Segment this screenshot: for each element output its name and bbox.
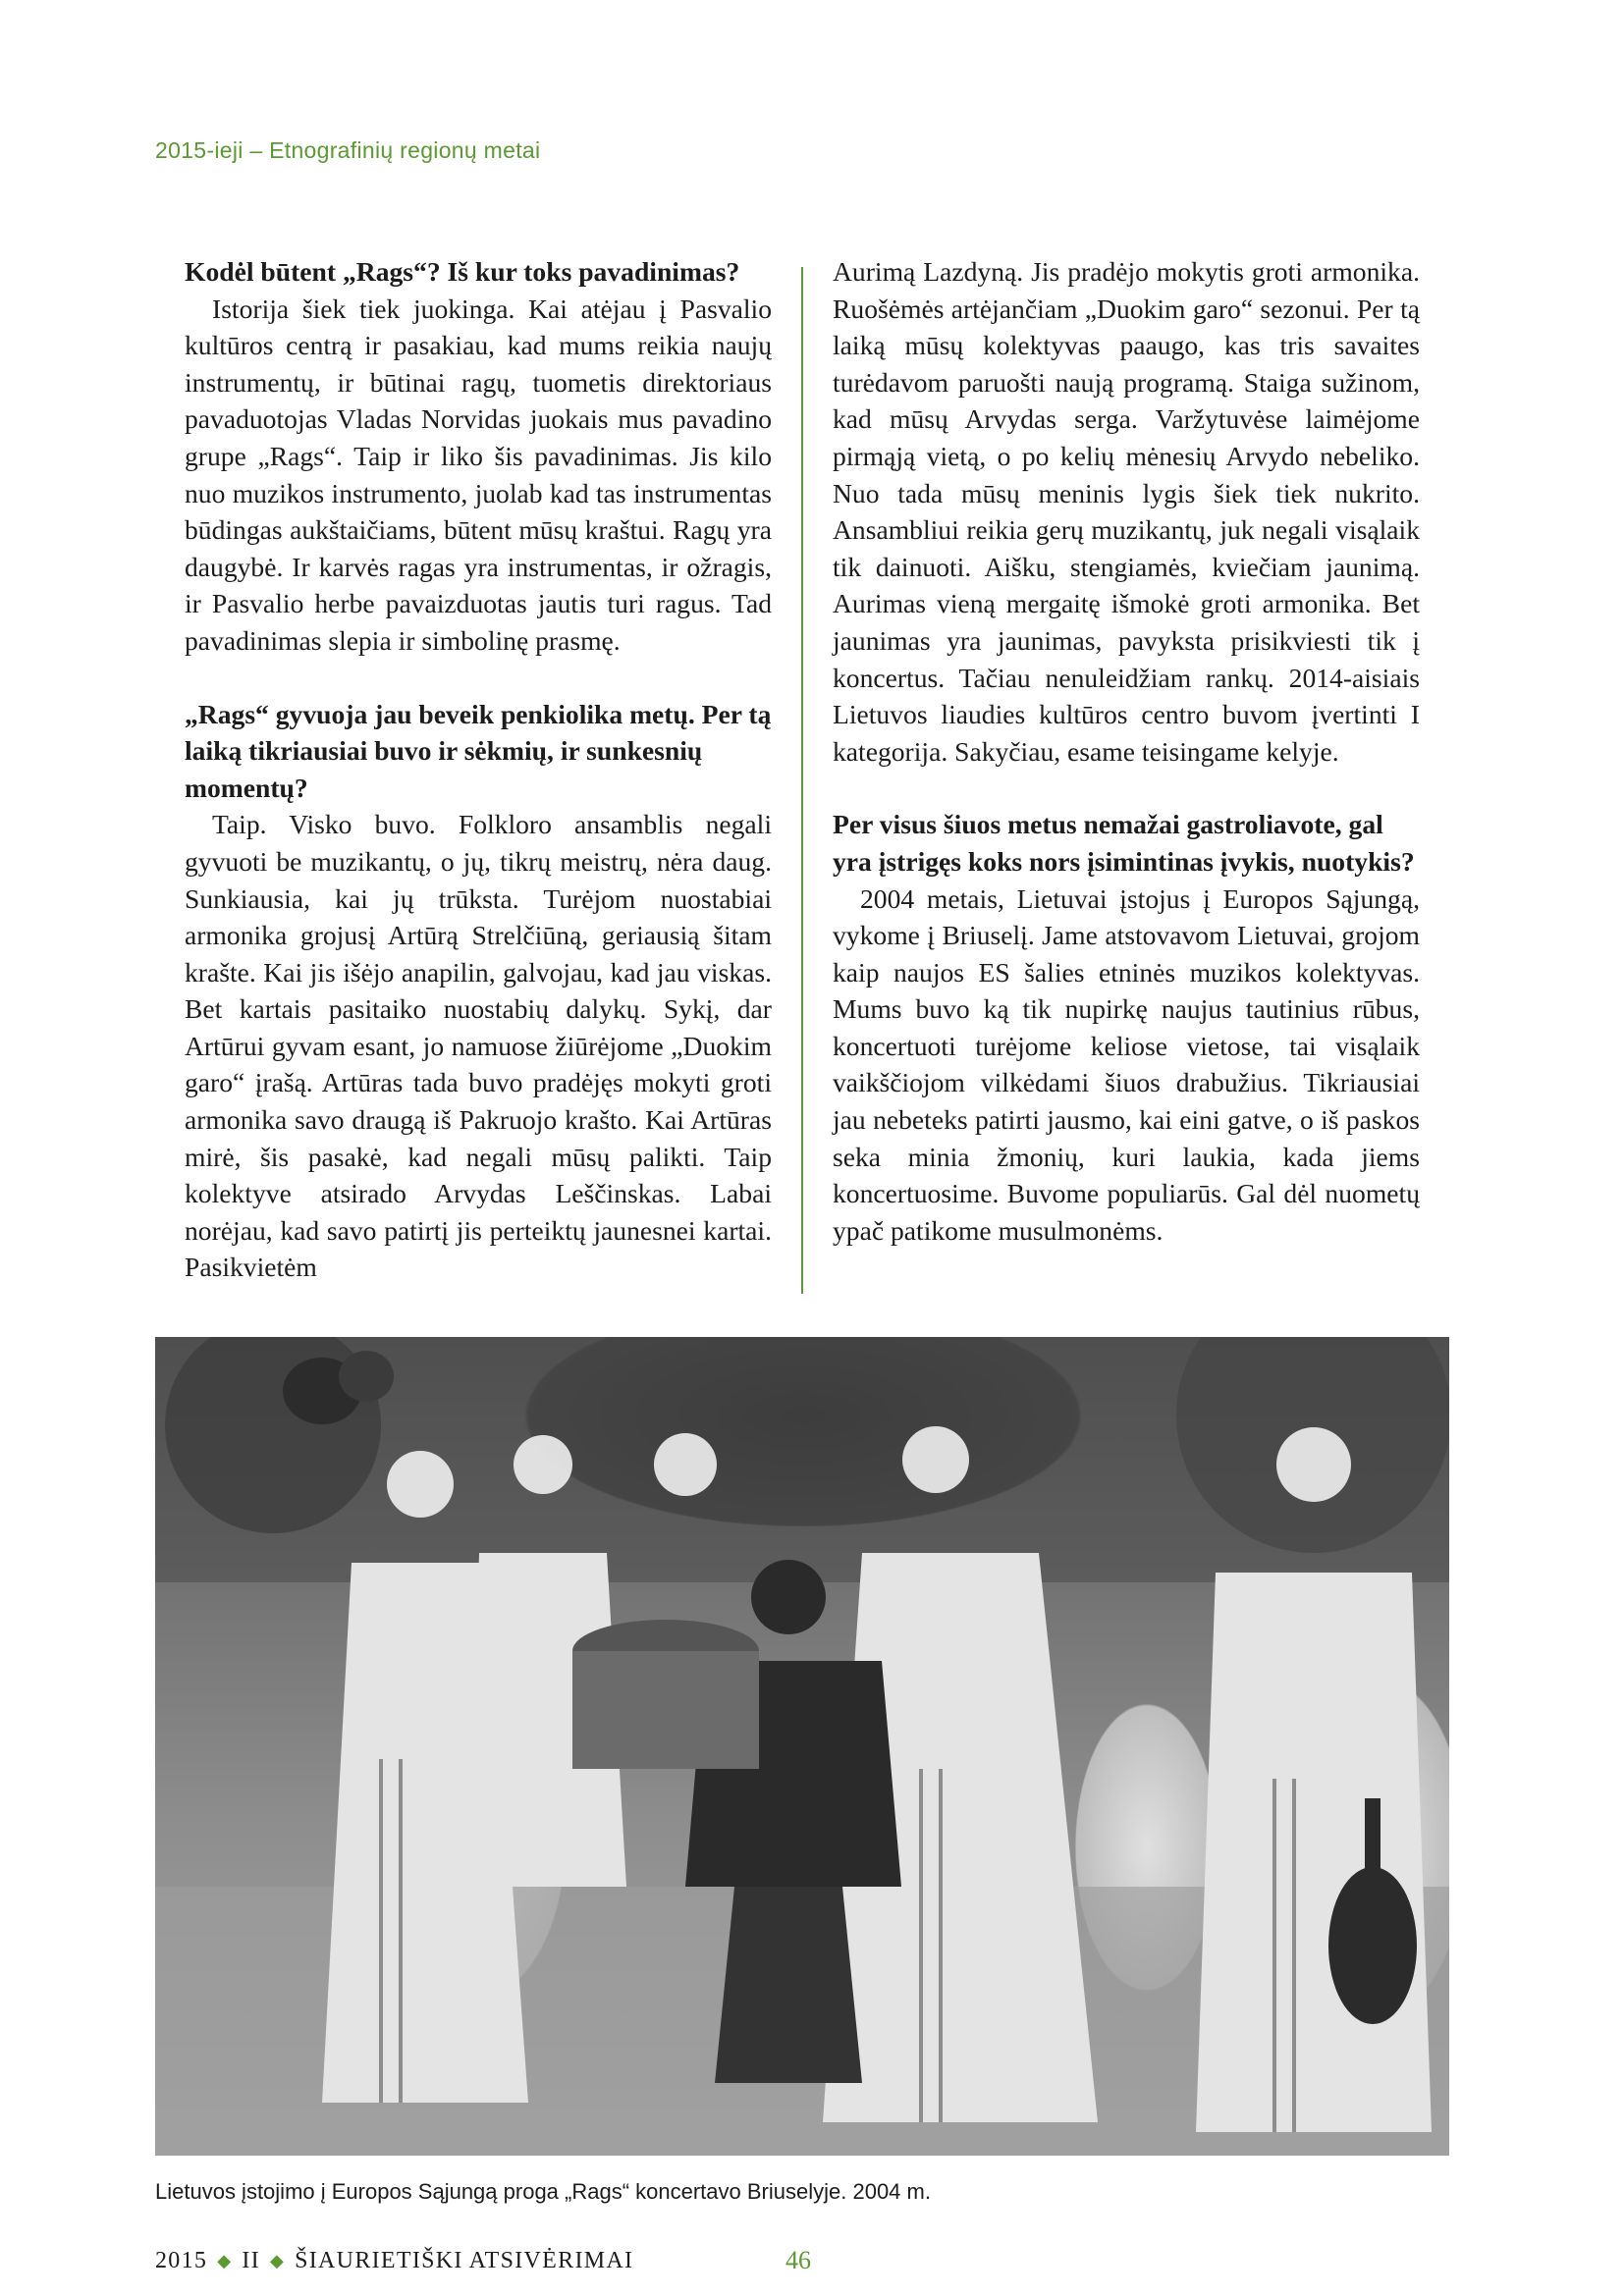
right-column (833, 253, 1420, 1249)
diamond-bullet-icon: ◆ (269, 2251, 286, 2270)
answer-paragraph: Aurimą Lazdyną. Jis pradėjo mokytis groti armonika. Ruošėmės artėjančiam „Duokim garo“ sezonui. Per tą laiką mūsų kolektyvas paaugo, kas tris savaites turėdavom paruošti naują programą. Staiga sužinom, kad mūsų Arvydas serga. Varžytuvėse laimėjome pirmąją vietą, o po kelių mėnesių Arvydo nebeliko. Nuo tada mūsų meninis lygis šiek tiek nukrito. Ansambliui reikia gerų muzikantų, juk negali visąlaik tik dainuoti. Aišku, stengiamės, kviečiam jaunimą. Aurimas vieną mergaitę išmokė groti armonika. Bet jaunimas yra jaunimas, pavyksta prisikviesti tik į koncertus. Tačiau nenuleidžiam rankų. 2014-aisiais Lietuvos liaudies kultūros centro buvom įvertinti I kategorija. Sakyčiau, esame teisingame kelyje. (833, 256, 1420, 767)
photo-caption: Lietuvos įstojimo į Europos Sąjungą proga „Rags“ koncertavo Briuselyje. 2004 m. (155, 2179, 931, 2204)
answer-paragraph: Istorija šiek tiek juokinga. Kai atėjau į Pasvalio kultūros centrą ir pasakiau, kad mums reikia naujų instrumentų, ir būtinai ragų, tuometis direktoriaus pavaduotojas Vladas Norvidas juokais mus pavadino grupe „Rags“. Taip ir liko šis pavadinimas. Jis kilo nuo muzikos instrumento, juolab kad tas instrumentas būdingas aukštaičiams, būtent mūsų kraštui. Ragų yra daugybė. Ir karvės ragas yra instrumentas, ir ožragis, ir Pasvalio herbe pavaizduotas jautis turi ragus. Tad pavadinimas slepia ir simbolinę prasmę. (185, 293, 772, 656)
page-number: 46 (785, 2246, 811, 2274)
running-header: 2015-ieji – Etnografinių regionų metai (155, 137, 541, 163)
question-heading: „Rags“ gyvuoja jau beveik penkiolika metų. Per tą laiką tikriausiai buvo ir sėkmių, ir sunkesnių momentų? (185, 698, 772, 803)
diamond-bullet-icon: ◆ (217, 2251, 233, 2270)
footer-row (155, 2248, 633, 2274)
question-heading: Per visus šiuos metus nemažai gastroliavote, gal yra įstrigęs koks nors įsimintinas įvykis, nuotykis? (833, 809, 1415, 877)
question-heading: Kodėl būtent „Rags“? Iš kur toks pavadinimas? (185, 256, 740, 287)
footer-issue: II (242, 2248, 260, 2273)
answer-paragraph: 2004 metais, Lietuvai įstojus į Europos Sąjungą, vykome į Briuselį. Jame atstovavom Lietuvai, grojom kaip naujos ES šalies etninės muzikos kolektyvas. Mums buvo ką tik nupirkę naujus tautinius rūbus, koncertuoti turėjome keliose vietose, tai visąlaik vaikščiojom vilkėdami šiuos drabužius. Tikriausiai jau nebeteks patirti jausmo, kai eini gatve, o iš paskos seka minia žmonių, kuri laukia, kada jiems koncertuosime. Buvome populiarūs. Gal dėl nuometų ypač patikome musulmonėms. (833, 882, 1420, 1246)
footer-year: 2015 (155, 2248, 208, 2273)
column-divider (801, 267, 803, 1294)
answer-paragraph: Taip. Visko buvo. Folkloro ansamblis negali gyvuoti be muzikantų, o jų, tikrų meistrų, nėra daug. Sunkiausia, kai jų trūksta. Turėjom nuostabiai armonika grojusį Artūrą Strelčiūną, geriausią šitam krašte. Kai jis išėjo anapilin, galvojau, kad jau viskas. Bet kartais pasitaiko nuostabių dalykų. Sykį, dar Artūrui gyvam esant, jo namuose žiūrėjome „Duokim garo“ įrašą. Artūras tada buvo pradėjęs mokyti groti armonika savo draugą iš Pakruojo krašto. Kai Artūras mirė, šis pasakė, kad negali mūsų palikti. Taip kolektyve atsirado Arvydas Leščinskas. Labai norėjau, kad savo patirtį jis perteiktų jaunesnei kartai. Pasikvietėm (185, 809, 772, 1283)
left-column (185, 253, 772, 1286)
folk-ensemble-photo (155, 1337, 1449, 2156)
footer-magazine-title: ŠIAURIETIŠKI ATSIVĖRIMAI (295, 2248, 634, 2273)
photo-illustration (155, 1337, 1449, 2156)
